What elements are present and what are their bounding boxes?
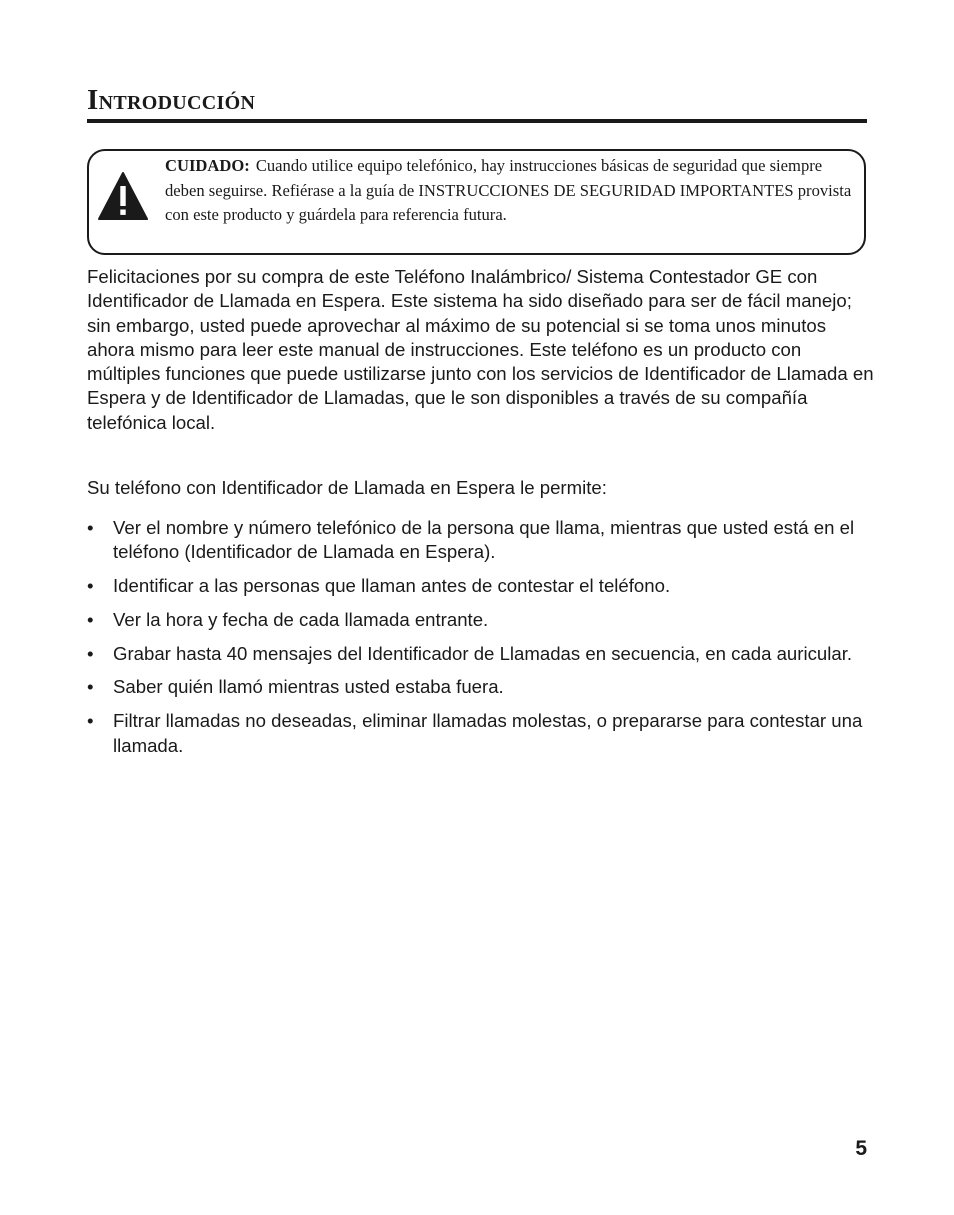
- caution-text: [165, 154, 855, 228]
- caution-label: CUIDADO:: [165, 156, 250, 175]
- list-item: [87, 709, 877, 758]
- warning-triangle-icon: [97, 171, 149, 221]
- list-item: [87, 642, 877, 666]
- list-item-text: Ver el nombre y número telefónico de la persona que llama, mientras que usted está en el teléfono (Identificador de Llamada en Espera).: [113, 517, 855, 563]
- list-item-text: Ver la hora y fecha de cada llamada entrante.: [113, 608, 489, 630]
- feature-list: [87, 516, 877, 767]
- list-item: [87, 608, 877, 632]
- caution-body: Cuando utilice equipo telefónico, hay instrucciones básicas de seguridad que siempre deben seguirse. Refiérase a la guía de INSTRUCCIONES DE SEGURIDAD IMPORTANTES provista con este producto y guárdela para referencia futura.: [165, 156, 852, 224]
- section-title: Introducción: [87, 84, 256, 116]
- caution-box: [87, 149, 866, 255]
- list-item-text: Identificar a las personas que llaman antes de contestar el teléfono.: [113, 575, 671, 597]
- bullet-icon: •: [87, 710, 94, 732]
- list-item-text: Filtrar llamadas no deseadas, eliminar llamadas molestas, o prepararse para contestar una llamada.: [113, 710, 863, 756]
- page-number: 5: [855, 1137, 867, 1160]
- intro-paragraph: Felicitaciones por su compra de este Teléfono Inalámbrico/ Sistema Contestador GE con Identificador de Llamada en Espera. Este sistema ha sido diseñado para ser de fácil manejo; sin embargo, usted puede aprovechar al máximo de su potencial si se toma unos minutos ahora mismo para leer este manual de instrucciones. Este teléfono es un producto con múltiples funciones que puede ustilizarse junto con los servicios de Identificador de Llamada en Espera y de Identificador de Llamadas, que le son disponibles a través de su compañía telefónica local.: [87, 266, 874, 433]
- title-rule: [87, 119, 867, 123]
- list-item-text: Saber quién llamó mientras usted estaba fuera.: [113, 676, 504, 698]
- lead-paragraph: Su teléfono con Identificador de Llamada en Espera le permite:: [87, 477, 607, 498]
- list-item-text: Grabar hasta 40 mensajes del Identificador de Llamadas en secuencia, en cada auricular.: [113, 642, 853, 664]
- bullet-icon: •: [87, 608, 94, 630]
- bullet-icon: •: [87, 517, 94, 538]
- list-item: [87, 574, 877, 598]
- bullet-icon: •: [87, 642, 94, 664]
- list-item: [87, 516, 877, 565]
- bullet-icon: •: [87, 676, 94, 698]
- list-item: [87, 675, 877, 699]
- bullet-icon: •: [87, 575, 94, 597]
